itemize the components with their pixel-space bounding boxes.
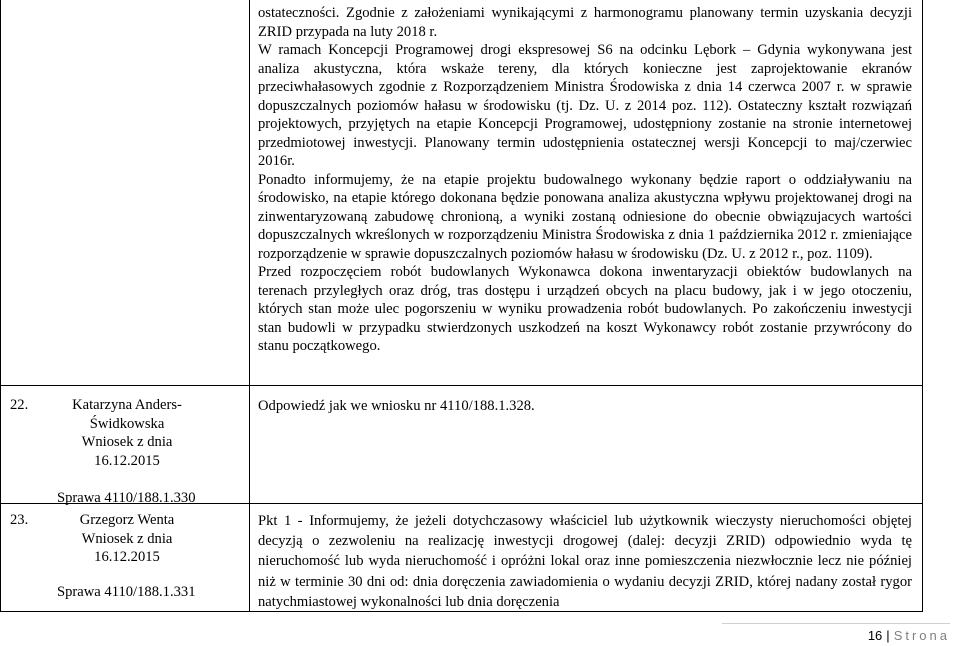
applicant-line: Katarzyna Anders-	[72, 397, 182, 413]
table-border-left	[0, 0, 1, 612]
table-border-mid	[249, 0, 250, 612]
applicant-info	[57, 396, 197, 470]
answer-cell	[258, 397, 912, 416]
answer-paragraph: Odpowiedź jak we wniosku nr 4110/188.1.328.	[258, 398, 535, 414]
answer-paragraph: Pkt 1 - Informujemy, że jeżeli dotychczasowy właściciel lub użytkownik wieczysty nieruchomości objętej decyzją o zezwoleniu na realizację inwestycji drogowej (dalej: decyzji ZRID) odpowiednio wyda tę nieruchomość lub wyda nieruchomość i opróżni lokal oraz inne pomieszczenia niezwłocznie lecz nie później niż w terminie 30 dni od: dnia doręczenia zawiadomienia o wydaniu decyzji ZRID, której nadany został rygor natychmiastowej wykonalności lub dnia doręczenia	[258, 513, 912, 610]
answer-paragraph: Przed rozpoczęciem robót budowlanych Wykonawca dokona inwentaryzacji obiektów budowlanych na terenach przyległych oraz dróg, tras dostępu i urządzeń obcych na placu budowy, jak i w jego otoczeniu, których stan może ulec pogorszeniu w wyniku prowadzenia robót budowlanych. Po zakończeniu inwestycji stan budowli w przypadku stwierdzonych uszkodzeń na koszt Wykonawcy robót zostanie przywrócony do stanu początkowego.	[258, 264, 912, 354]
page-number: 16	[867, 628, 883, 643]
footer-divider	[722, 623, 950, 624]
applicant-line: Świdkowska	[89, 415, 165, 432]
case-number: Sprawa 4110/188.1.330	[57, 490, 196, 506]
applicant-line: Wniosek z dnia	[81, 530, 173, 547]
case-number: Sprawa 4110/188.1.331	[57, 584, 196, 600]
answer-paragraph: Ponadto informujemy, że na etapie projektu budowalnego wykonany będzie raport o oddziaływaniu na środowisko, na etapie którego dokonana będzie ponowana analiza akustyczna wpływu projektowanej drogi na zinwentaryzowaną zabudowę chronioną, a wyniki zostaną odniesione do obecnie obwiązujacych wartości dopuszczalnych wkreślonych w rozporządzeniu Ministra Środowiska z dnia 1 października 2012 r. zmieniające rozporządzenie w sprawie dopuszczalnych poziomów hałasu w środowisku (Dz. U. z 2012 r., poz. 1109).	[258, 171, 912, 262]
table-row-divider	[0, 385, 923, 386]
page-footer	[868, 628, 950, 644]
applicant-line: Wniosek z dnia	[81, 434, 173, 450]
table-border-right	[922, 0, 923, 612]
page-word: Strona	[893, 628, 950, 643]
answer-continued	[258, 4, 912, 356]
footer-separator: |	[886, 628, 890, 643]
answer-paragraph: ostateczności. Zgodnie z założeniami wynikającymi z harmonogramu planowany termin uzyskania decyzji ZRID przypada na luty 2018 r.	[258, 5, 912, 40]
row-number: 22.	[10, 397, 29, 413]
applicant-line: 16.12.2015	[94, 452, 160, 469]
applicant-line: Grzegorz Wenta	[79, 512, 175, 528]
answer-paragraph: W ramach Koncepcji Programowej drogi ekspresowej S6 na odcinku Lębork – Gdynia wykonywana jest analiza akustyczna, która wskaże tereny, dla których konieczne jest zaprojektowanie ekranów przeciwhałasowych zgodnie z Rozporządzeniem Ministra Środowiska z dnia 14 czerwca 2007 r. w sprawie dopuszczalnych poziomów hałasu w środowisku (tj. Dz. U. z 2014 poz. 112). Ostateczny kształt rozwiązań projektowych, przyjętych na etapie Koncepcji Programowej, udostępniony zostanie na stronie internetowej przedmiotowej inwestycji. Planowany termin udostępnienia ostatecznej wersji Koncepcji to maj/czerwiec 2016r.	[258, 42, 912, 169]
applicant-line: 16.12.2015	[94, 549, 160, 565]
row-number: 23.	[10, 512, 29, 528]
applicant-info	[57, 511, 197, 567]
answer-cell	[258, 511, 912, 612]
